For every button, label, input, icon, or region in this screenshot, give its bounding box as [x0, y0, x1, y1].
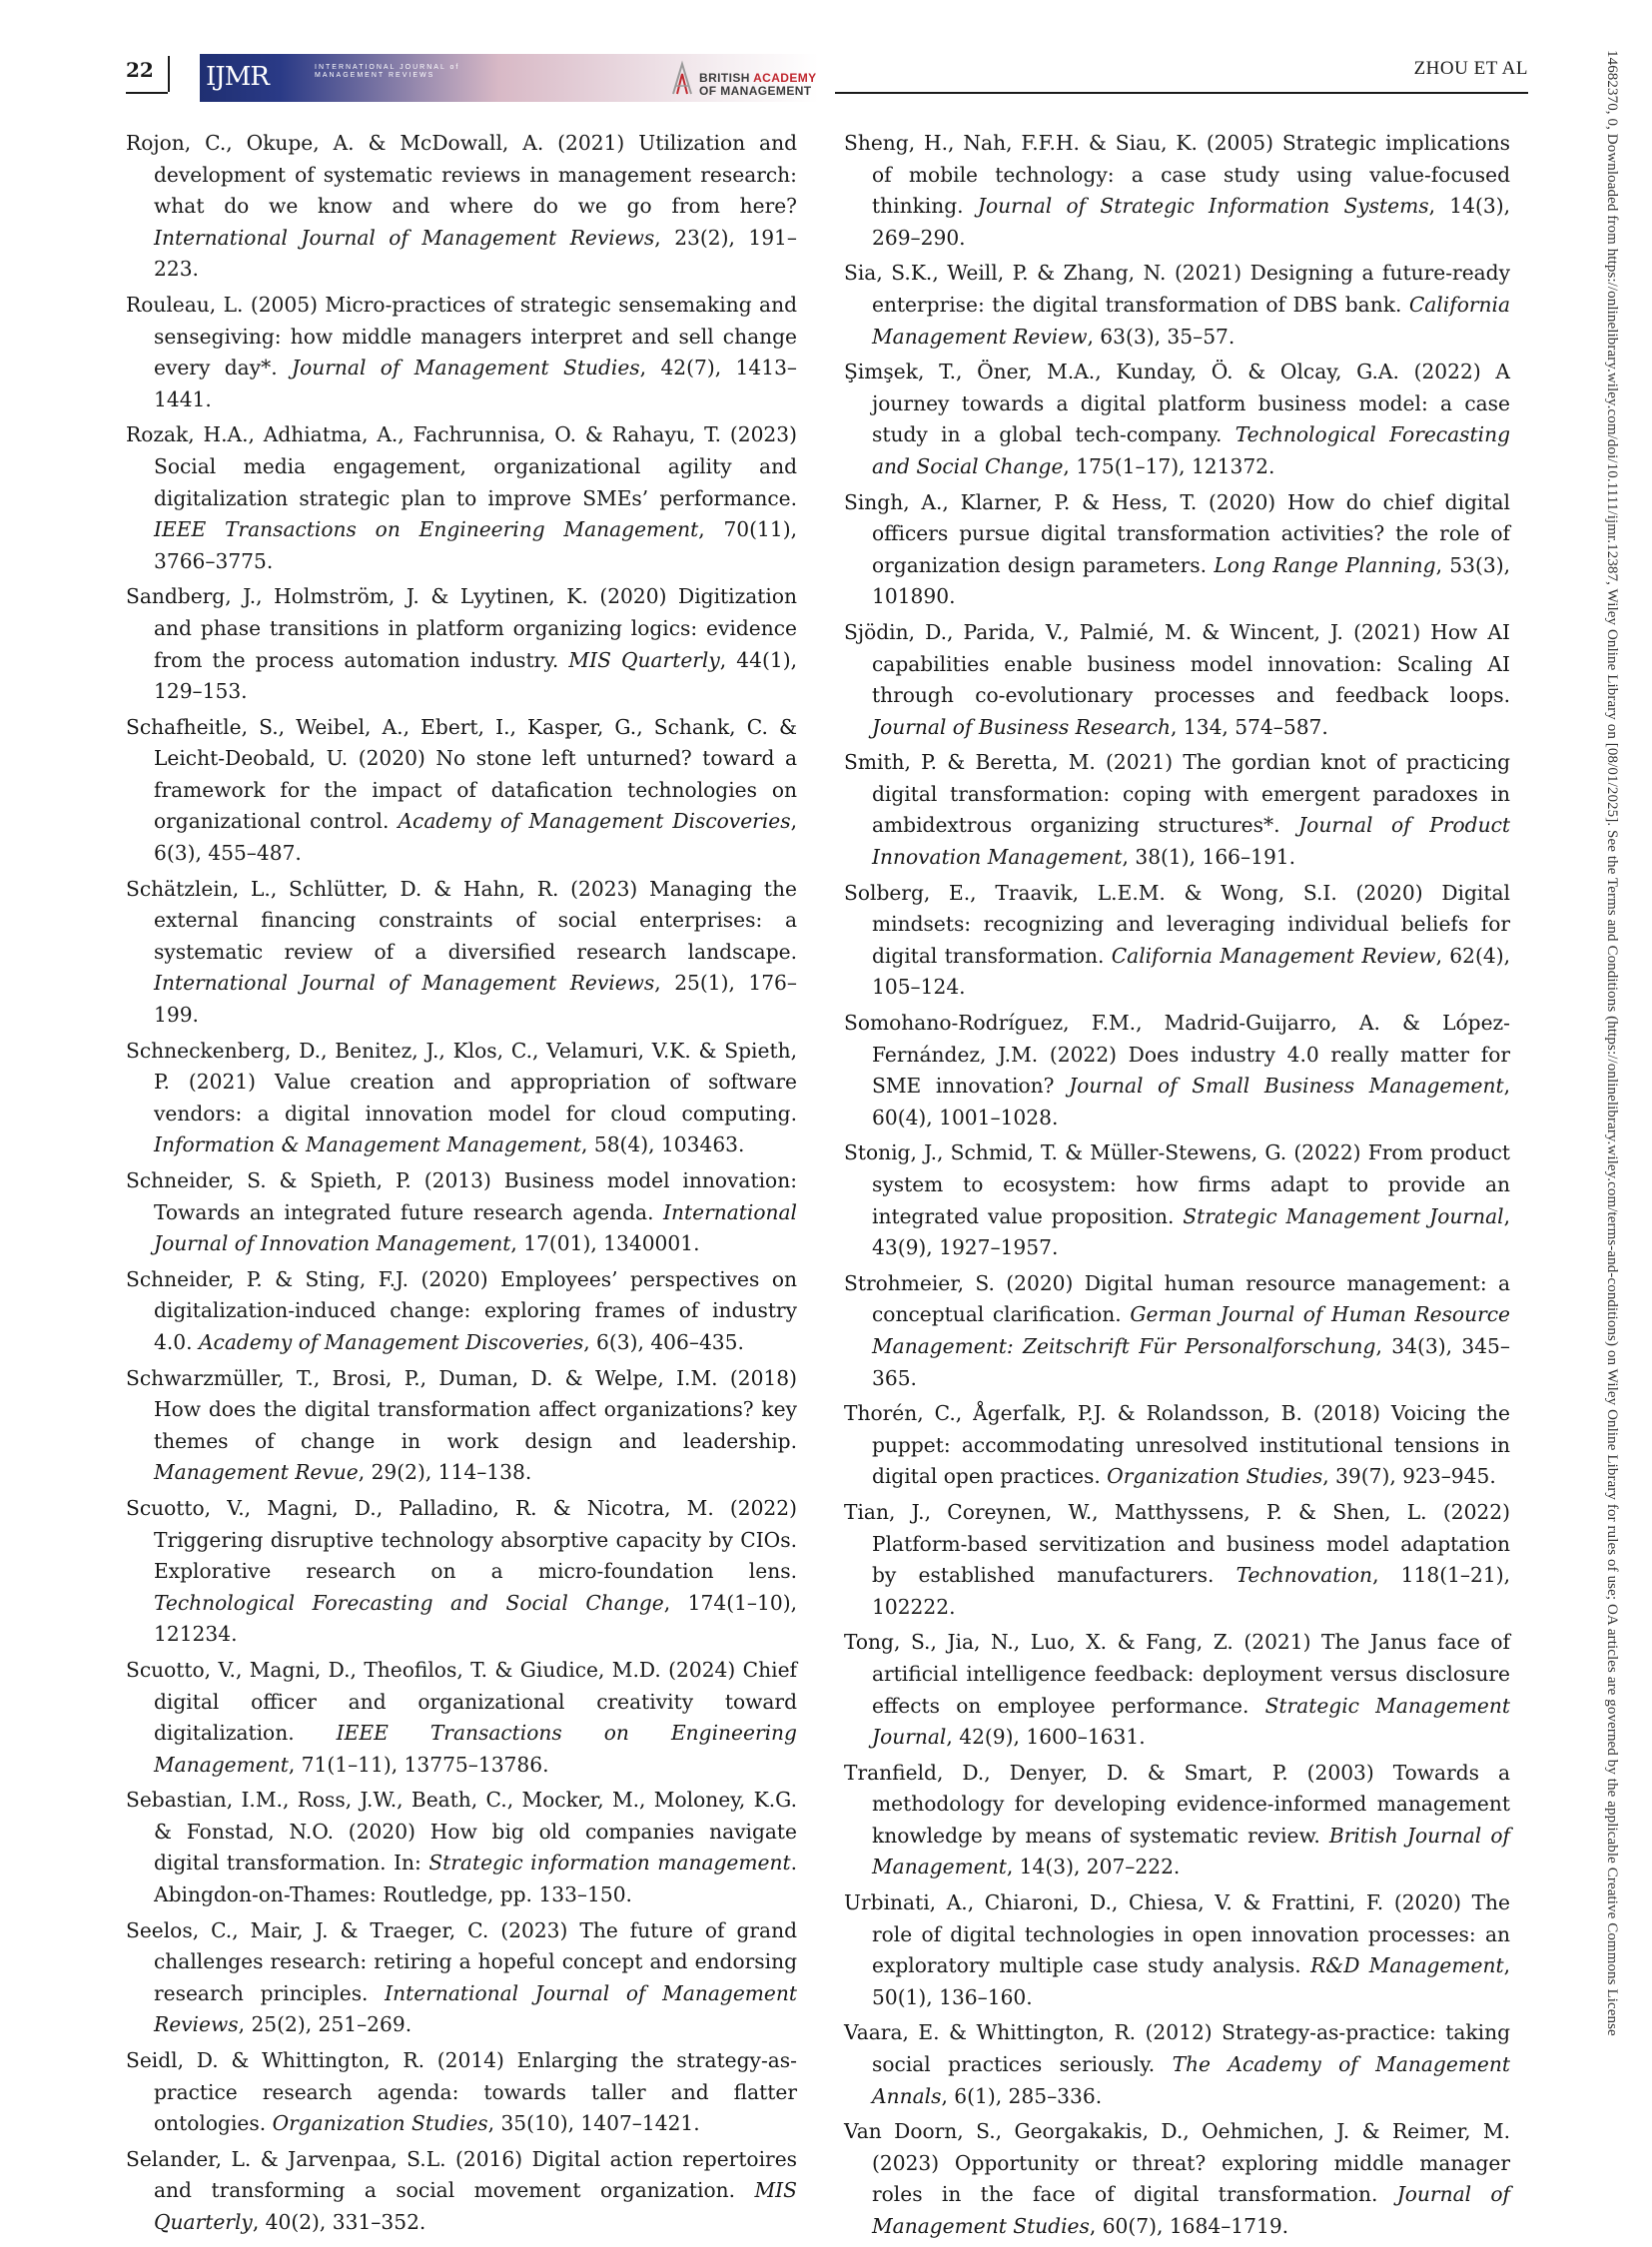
reference-journal: MIS Quarterly [154, 2178, 797, 2234]
reference-volume-pages: , 71(1–11), 13775–13786. [288, 1752, 549, 1777]
reference-text: Seidl, D. & Whittington, R. (2014) Enlarging the strategy-as-practice research agenda: towards taller and flatter ontologies. [126, 2048, 797, 2136]
bam-line-2: ACADEMY [753, 71, 817, 85]
journal-name: INTERNATIONAL JOURNAL of MANAGEMENT REVIEWS [315, 64, 460, 79]
reference-entry [126, 419, 797, 577]
reference-entry [126, 2045, 797, 2140]
reference-entry [844, 878, 1510, 1004]
reference-journal: Long Range Planning [1214, 552, 1436, 577]
reference-entry [126, 874, 797, 1032]
reference-text: Tranfield, D., Denyer, D. & Smart, P. (2003) Towards a methodology for developing evidence-informed management knowledge by means of systematic review. [844, 1760, 1510, 1848]
reference-volume-pages: , 38(1), 166–191. [1122, 845, 1296, 870]
reference-volume-pages: , 39(7), 923–945. [1322, 1464, 1496, 1489]
reference-volume-pages: , 134, 574–587. [1171, 714, 1328, 739]
reference-text: Schneider, S. & Spieth, P. (2013) Business model innovation: Towards an integrated future research agenda. [126, 1168, 797, 1224]
journal-logo: IJMR [206, 62, 269, 92]
reference-journal: Strategic information management [428, 1851, 791, 1875]
header-rule-left [126, 92, 168, 94]
reference-volume-pages: , 53(3), 101890. [872, 552, 1510, 609]
reference-journal: Journal of Management Studies [872, 2182, 1511, 2238]
reference-text: Tong, S., Jia, N., Luo, X. & Fang, Z. (2021) The Janus face of artificial intelligence feedback: deployment versus disclosure effects on employee performance. [844, 1630, 1510, 1718]
reference-journal: R&D Management [1310, 1953, 1504, 1978]
reference-entry [844, 617, 1510, 743]
reference-text: Schwarzmüller, T., Brosi, P., Duman, D. & Welpe, I.M. (2018) How does the digital transformation affect organizations? key themes of change in work design and leadership. [126, 1365, 797, 1453]
reference-entry [126, 1785, 797, 1910]
reference-entry [126, 1264, 797, 1359]
reference-text: Urbinati, A., Chiaroni, D., Chiesa, V. & Frattini, F. (2020) The role of digital technologies in open innovation processes: an exploratory multiple case study analysis. [844, 1890, 1510, 1978]
reference-journal: Journal of Small Business Management [1069, 1074, 1504, 1099]
reference-text: Rozak, H.A., Adhiatma, A., Fachrunnisa, O. & Rahayu, T. (2023) Social media engagement, organizational agility and digitalization strategic plan to improve SMEs’ performance. [126, 422, 797, 510]
reference-text: Stonig, J., Schmid, T. & Müller-Stewens, G. (2022) From product system to ecosystem: how firms adapt to provide an integrated value proposition. [844, 1140, 1510, 1228]
reference-volume-pages: , 6(1), 285–336. [941, 2083, 1103, 2108]
reference-entry [126, 1165, 797, 1260]
download-notice: 14682370, 0, Downloaded from https://onlinelibrary.wiley.com/doi/10.1111/ijmr.12387, Wiley Online Library on [08/01/2025]. See the Terms and Conditions (https://onlinelibrary.wiley.com/terms-and-conditions) on Wiley Online Library for rules of use; OA articles are governed by the applicable Creative Commons License [1604, 50, 1620, 2036]
reference-journal: Academy of Management Discoveries [398, 809, 791, 834]
reference-journal: The Academy of Management Annals [872, 2052, 1510, 2108]
reference-text: Tian, J., Coreynen, W., Matthyssens, P. & Shen, L. (2022) Platform-based servitization and business model adaptation by established manufacturers. [844, 1499, 1510, 1588]
reference-text: Sjödin, D., Parida, V., Palmié, M. & Wincent, J. (2021) How AI capabilities enable business model innovation: Scaling AI through co-evolutionary processes and feedback loops. [844, 619, 1510, 708]
reference-text: Schneider, P. & Sting, F.J. (2020) Employees’ perspectives on digitalization-induced change: exploring frames of industry 4.0. [126, 1266, 797, 1354]
reference-volume-pages: , 44(1), 129–153. [154, 647, 797, 704]
reference-volume-pages: , 35(10), 1407–1421. [487, 2111, 700, 2136]
reference-volume-pages: , 17(01), 1340001. [510, 1231, 700, 1256]
reference-entry [126, 1655, 797, 1781]
reference-text: Schafheitle, S., Weibel, A., Ebert, I., Kasper, G., Schank, C. & Leicht-Deobald, U. (2020) No stone left unturned? toward a framework for the impact of datafication technologies on organizational control. [126, 714, 797, 834]
reference-journal: Strategic Management Journal [872, 1693, 1510, 1750]
reference-text: Vaara, E. & Whittington, R. (2012) Strategy-as-practice: taking social practices seriously. [844, 2020, 1510, 2077]
reference-volume-pages: , 14(3), 269–290. [872, 194, 1510, 250]
reference-volume-pages: , 14(3), 207–222. [1006, 1855, 1181, 1879]
reference-journal: Academy of Management Discoveries [198, 1329, 584, 1354]
reference-text: Seelos, C., Mair, J. & Traeger, C. (2023) The future of grand challenges research: retiring a hopeful concept and endorsing research principles. [126, 1917, 797, 2005]
bam-logo-icon [669, 60, 695, 96]
reference-text: Sebastian, I.M., Ross, J.W., Beath, C., Mocker, M., Moloney, K.G. & Fonstad, N.O. (2020) How big old companies navigate digital transformation. In: [126, 1788, 797, 1875]
reference-entry [126, 128, 797, 286]
reference-journal: California Management Review [1111, 943, 1436, 968]
reference-text: Scuotto, V., Magni, D., Palladino, R. & Nicotra, M. (2022) Triggering disruptive technology absorptive capacity by CIOs. Explorative research on a micro-foundation lens. [126, 1495, 797, 1584]
reference-volume-pages: , 63(3), 35–57. [1087, 324, 1236, 349]
reference-journal: International Journal of Management Reviews [154, 225, 655, 250]
reference-entry [126, 2144, 797, 2239]
reference-entry [844, 1268, 1510, 1394]
reference-entry [844, 1627, 1510, 1753]
reference-entry [844, 1497, 1510, 1623]
reference-journal: International Journal of Management Reviews [154, 971, 655, 996]
page-header [0, 0, 1652, 110]
reference-journal: Journal of Product Innovation Management [872, 813, 1510, 870]
reference-volume-pages: , 25(1), 176–199. [154, 971, 797, 1028]
reference-text: Schneckenberg, D., Benitez, J., Klos, C., Velamuri, V.K. & Spieth, P. (2021) Value creation and appropriation of software vendors: a digital innovation model for cloud computing. [126, 1038, 797, 1125]
reference-volume-pages: , 58(4), 103463. [581, 1132, 745, 1157]
reference-volume-pages: , 62(4), 105–124. [872, 943, 1510, 1000]
reference-text: Schätzlein, L., Schlütter, D. & Hahn, R. (2023) Managing the external financing constraints of social enterprises: a systematic review of a diversified research landscape. [126, 876, 797, 964]
reference-journal: IEEE Transactions on Engineering Management [154, 1721, 797, 1777]
bam-logo-text [699, 72, 817, 98]
reference-entry [844, 2017, 1510, 2112]
reference-volume-pages: , 42(7), 1413–1441. [154, 356, 798, 411]
reference-volume-pages: , 118(1–21), 102222. [872, 1563, 1510, 1619]
reference-journal: Organization Studies [1107, 1464, 1323, 1489]
reference-text: Smith, P. & Beretta, M. (2021) The gordian knot of practicing digital transformation: coping with emergent paradoxes in ambidextrous organizing structures*. [844, 750, 1510, 838]
reference-volume-pages: , 60(7), 1684–1719. [1089, 2214, 1289, 2238]
reference-entry [844, 747, 1510, 873]
reference-entry [844, 2116, 1510, 2242]
reference-volume-pages: , 174(1–10), 121234. [154, 1590, 797, 1647]
reference-text: Scuotto, V., Magni, D., Theofilos, T. & Giudice, M.D. (2024) Chief digital officer and organizational creativity toward digitalization. [126, 1657, 797, 1746]
header-rule-right [835, 92, 1528, 94]
reference-text: Rojon, C., Okupe, A. & McDowall, A. (2021) Utilization and development of systematic reviews in management research: what do we know and where do we go from here? [126, 131, 797, 219]
reference-journal: Journal of Business Research [872, 714, 1172, 739]
reference-text: Sia, S.K., Weill, P. & Zhang, N. (2021) Designing a future-ready enterprise: the digital transformation of DBS bank. [844, 261, 1510, 317]
reference-volume-pages: , 70(11), 3766–3775. [154, 517, 797, 573]
reference-text: Solberg, E., Traavik, L.E.M. & Wong, S.I. (2020) Digital mindsets: recognizing and leveraging individual beliefs for digital transformation. [844, 880, 1510, 968]
reference-journal: California Management Review [872, 292, 1510, 349]
reference-entry [844, 357, 1510, 482]
reference-journal: German Journal of Human Resource Management: Zeitschrift Für Personalforschung [872, 1302, 1510, 1358]
reference-text: Van Doorn, S., Georgakakis, D., Oehmichen, J. & Reimer, M. (2023) Opportunity or threat? exploring middle manager roles in the face of digital transformation. [844, 2119, 1510, 2207]
reference-journal: IEEE Transactions on Engineering Management [154, 517, 699, 542]
reference-volume-pages: , 6(3), 406–435. [583, 1329, 744, 1354]
reference-text: Sheng, H., Nah, F.F.H. & Siau, K. (2005) Strategic implications of mobile technology: a case study using value-focused thinking. [844, 131, 1510, 219]
reference-entry [126, 1036, 797, 1161]
reference-text: Strohmeier, S. (2020) Digital human resource management: a conceptual clarification. [844, 1270, 1510, 1327]
reference-entry [844, 1137, 1510, 1263]
reference-volume-pages: , 40(2), 331–352. [252, 2210, 426, 2234]
page-number: 22 [126, 58, 154, 82]
reference-journal: MIS Quarterly [568, 647, 720, 672]
reference-entry [126, 1363, 797, 1489]
reference-entry [126, 1915, 797, 2041]
reference-journal: Technological Forecasting and Social Change [154, 1590, 664, 1615]
header-divider [168, 56, 170, 92]
reference-entry [844, 1008, 1510, 1133]
reference-volume-pages: , 23(2), 191–223. [154, 225, 797, 282]
reference-entry [844, 487, 1510, 613]
reference-text: Şimşek, T., Öner, M.A., Kunday, Ö. & Olcay, G.A. (2022) A journey towards a digital platform business model: a case study in a global tech-company. [844, 360, 1510, 447]
reference-text: Singh, A., Klarner, P. & Hess, T. (2020) How do chief digital officers pursue digital transformation activities? the role of organization design parameters. [844, 489, 1510, 577]
reference-column-left [126, 128, 797, 2243]
reference-volume-pages: , 6(3), 455–487. [154, 809, 797, 866]
reference-volume-pages: , 25(2), 251–269. [238, 2012, 413, 2037]
running-head: ZHOU ET AL [1413, 58, 1528, 79]
reference-volume-pages: , 175(1–17), 121372. [1063, 453, 1275, 478]
reference-volume-pages: , 43(9), 1927–1957. [872, 1203, 1510, 1260]
reference-journal: British Journal of Management [872, 1823, 1510, 1879]
reference-text: Sandberg, J., Holmström, J. & Lyytinen, K. (2020) Digitization and phase transitions in platform organizing logics: evidence from the process automation industry. [126, 584, 797, 672]
reference-journal: Information & Management Management [154, 1132, 582, 1157]
reference-text: Thorén, C., Ågerfalk, P.J. & Rolandsson, B. (2018) Voicing the puppet: accommodating unresolved institutional tensions in digital open practices. [844, 1401, 1510, 1489]
reference-volume-pages: , 42(9), 1600–1631. [946, 1725, 1146, 1750]
reference-journal: Technovation [1236, 1563, 1373, 1588]
reference-entry [844, 1398, 1510, 1493]
reference-entry [126, 581, 797, 707]
reference-entry [844, 1887, 1510, 2013]
reference-volume-pages: , 29(2), 114–138. [358, 1460, 532, 1485]
reference-journal: Technological Forecasting and Social Change [872, 422, 1510, 478]
reference-volume-pages: . Abingdon-on-Thames: Routledge, pp. 133–150. [154, 1851, 797, 1907]
reference-entry [844, 258, 1510, 353]
reference-text: Selander, L. & Jarvenpaa, S.L. (2016) Digital action repertoires and transforming a social movement organization. [126, 2146, 797, 2203]
reference-journal: International Journal of Innovation Management [154, 1199, 797, 1256]
reference-journal: Journal of Strategic Information Systems [977, 194, 1429, 219]
reference-entry [844, 1758, 1510, 1883]
reference-journal: International Journal of Management Reviews [154, 1980, 797, 2037]
reference-journal: Strategic Management Journal [1183, 1203, 1504, 1228]
bam-line-3: OF MANAGEMENT [699, 84, 812, 98]
reference-journal: Management Revue [154, 1460, 359, 1485]
bam-line-1: BRITISH [699, 71, 750, 85]
reference-journal: Organization Studies [272, 2111, 488, 2136]
reference-text: Somohano-Rodríguez, F.M., Madrid-Guijarro, A. & López-Fernández, J.M. (2022) Does industry 4.0 really matter for SME innovation? [844, 1011, 1510, 1099]
reference-entry [126, 712, 797, 870]
reference-text: Rouleau, L. (2005) Micro-practices of strategic sensemaking and sensegiving: how middle managers interpret and sell change every day*. [126, 292, 797, 380]
reference-entry [126, 1493, 797, 1651]
reference-column-right [844, 128, 1510, 2247]
reference-journal: Journal of Management Studies [292, 356, 640, 380]
reference-volume-pages: , 34(3), 345–365. [872, 1333, 1510, 1390]
reference-volume-pages: , 50(1), 136–160. [872, 1953, 1510, 2009]
reference-volume-pages: , 60(4), 1001–1028. [872, 1074, 1510, 1129]
reference-entry [844, 128, 1510, 254]
reference-entry [126, 290, 797, 415]
